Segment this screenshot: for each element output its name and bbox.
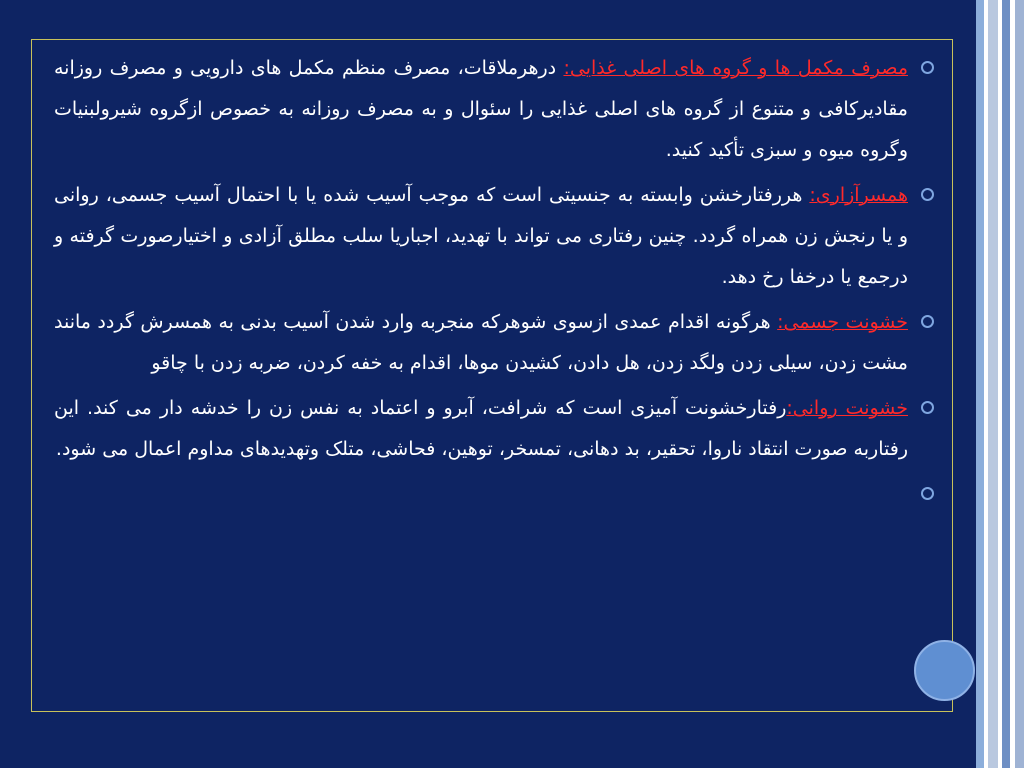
bullet-text: درهرملاقات، مصرف منظم مکمل های دارویی و مصرف روزانه مقادیرکافی و متنوع از گروه های اصلی غذایی را سئوال و به مصرف روزانه به خصوص ازگروه شیرولبنیات وگروه میوه و سبزی تأکید کنید. — [54, 57, 908, 161]
bullet-circle-icon — [921, 188, 934, 201]
bullet-text: هرگونه اقدام عمدی ازسوی شوهرکه منجربه وارد شدن آسیب بدنی به همسرش گردد مانند مشت زدن، سیلی زدن ولگد زدن، هل دادن، کشیدن موها، اقدام به خفه کردن، ضربه زدن با چاقو — [54, 311, 908, 374]
bullet-term: خشونت روانی: — [786, 397, 909, 419]
bullet-term: همسرآزاری: — [809, 184, 908, 206]
bullet-circle-icon — [921, 315, 934, 328]
bullet-list — [54, 48, 934, 518]
stripe — [976, 0, 984, 768]
bullet-circle-icon — [921, 401, 934, 414]
stripe — [1002, 0, 1010, 768]
bullet-item-spouse-abuse — [54, 175, 934, 298]
content-frame — [31, 39, 953, 712]
bullet-text: هررفتارخشن وابسته به جنسیتی است که موجب آسیب شده یا با احتمال آسیب جسمی، روانی و یا رنجش زن همراه گردد. چنین رفتاری می تواند با تهدید، اجباریا سلب مطلق آزادی و اختیارصورت گرفته و درجمع یا درخفا رخ دهد. — [54, 184, 908, 288]
bullet-item-psychological-violence — [54, 388, 934, 470]
decorative-circle-icon — [914, 640, 975, 701]
bullet-item-supplements — [54, 48, 934, 171]
bullet-term: مصرف مکمل ها و گروه های اصلی غذایی: — [563, 57, 908, 79]
bullet-item-physical-violence — [54, 302, 934, 384]
stripe — [1015, 0, 1024, 768]
bullet-text: رفتارخشونت آمیزی است که شرافت، آبرو و اعتماد به نفس زن را خدشه دار می کند. این رفتاربه صورت انتقاد ناروا، تحقیر، بد دهانی، تمسخر، توهین، فحاشی، متلک وتهدیدهای مداوم اعمال می شود. — [54, 397, 908, 460]
bullet-circle-icon — [921, 487, 934, 500]
stripe — [988, 0, 998, 768]
bullet-circle-icon — [921, 61, 934, 74]
bullet-term: خشونت جسمی: — [777, 311, 908, 333]
bullet-item-empty — [54, 474, 934, 514]
decorative-stripes — [976, 0, 1024, 768]
